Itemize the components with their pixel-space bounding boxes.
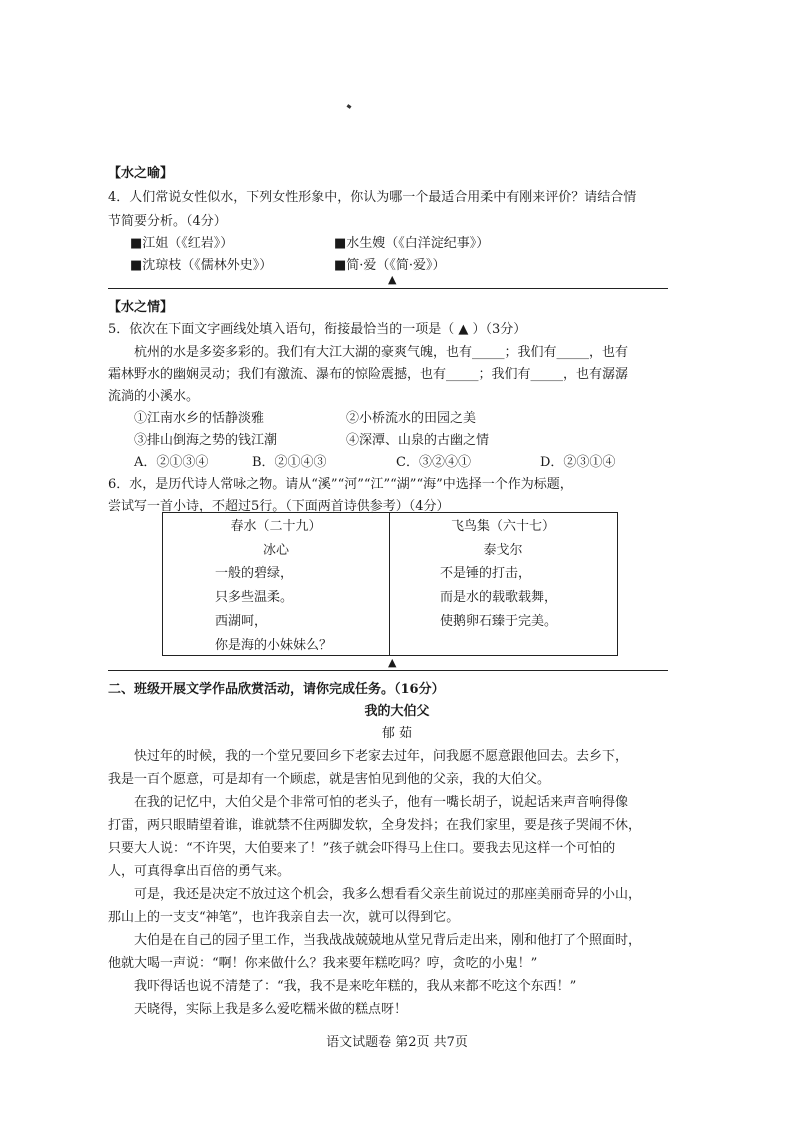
section-header-metaphor: 【水之喻】 <box>108 166 174 181</box>
poem-line: 只多些温柔。 <box>215 590 294 605</box>
poem-line: 西湖呵， <box>215 614 268 629</box>
para-line: 在我的记忆中，大伯父是个非常可怕的老头子，他有一嘴长胡子，说起话来声音响得像 <box>134 795 629 810</box>
poem-left-author: 冰心 <box>262 543 289 558</box>
q4-option-1: ■江姐（《红岩》） <box>130 236 234 251</box>
q5-stem: 5．依次在下面文字画线处填入语句，衔接最恰当的一项是（ ▲ ）（3分） <box>108 322 527 337</box>
para-line: 只要大人说：“不许哭，大伯要来了！”孩子就会吓得马上住口。要我去见这样一个可怕的 <box>108 841 616 856</box>
poem-left-title: 春水（二十九） <box>230 519 322 534</box>
part-two-heading: 二、班级开展文学作品欣赏活动，请你完成任务。（16分） <box>108 682 445 697</box>
poem-right-title: 飞鸟集（六十七） <box>450 519 555 534</box>
scan-speck <box>347 104 352 109</box>
poem-line: 一般的碧绿， <box>215 566 294 581</box>
q5-passage-line1: 杭州的水是多姿多彩的。我们有大江大湖的豪爽气魄，也有_____；我们有_____，也有 <box>134 345 629 360</box>
q5-choice-b: B．②①④③ <box>252 455 327 470</box>
answer-rule-q6 <box>108 670 668 671</box>
article-title: 我的大伯父 <box>364 704 430 719</box>
q5-item-4: ④深潭、山泉的古幽之情 <box>346 433 490 448</box>
q5-choice-d: D．②③①④ <box>540 455 616 470</box>
para-line: 天晓得，实际上我是多么爱吃糯米做的糕点呀！ <box>134 1002 408 1017</box>
q5-item-2: ②小桥流水的田园之美 <box>346 411 477 426</box>
para-line: 人，可真得拿出百倍的勇气来。 <box>108 864 291 879</box>
para-line: 可是，我还是决定不放过这个机会，我多么想看看父亲生前说过的那座美丽奇异的小山， <box>134 887 642 902</box>
q4-option-2: ■水生嫂（《白洋淀纪事》） <box>334 236 490 251</box>
para-line: 打雷，两只眼睛望着谁，谁就禁不住两脚发软，全身发抖；在我们家里，要是孩子哭闹不休， <box>108 818 642 833</box>
q5-item-1: ①江南水乡的恬静淡雅 <box>134 411 265 426</box>
para-line: 大伯是在自己的园子里工作，当我战战兢兢地从堂兄背后走出来，刚和他打了个照面时， <box>134 933 642 948</box>
q4-option-4: ■简·爱（《简·爱》） <box>334 258 446 273</box>
para-line: 我吓得话也说不清楚了：“我，我不是来吃年糕的，我从来都不吃这个东西！” <box>134 979 577 994</box>
para-line: 那山上的一支支“神笔”，也许我亲自去一次，就可以得到它。 <box>108 910 460 925</box>
article-author: 郁 茹 <box>381 726 413 741</box>
answer-mark-q6: ▲ <box>388 656 397 669</box>
poem-line: 你是海的小妹妹么？ <box>215 638 333 653</box>
poem-line: 不是锤的打击， <box>440 566 532 581</box>
answer-mark-q4: ▲ <box>388 273 397 286</box>
q4-line2: 节简要分析。（4分） <box>108 214 227 229</box>
poem-left <box>163 513 390 655</box>
q5-passage-line2: 霜林野水的幽娴灵动；我们有激流、瀑布的惊险震撼，也有_____；我们有_____，也有潺潺 <box>108 367 629 382</box>
q5-choice-a: A．②①③④ <box>134 455 209 470</box>
q5-item-3: ③排山倒海之势的钱江潮 <box>134 433 278 448</box>
reference-poems-table <box>162 512 618 656</box>
q6-line2: 尝试写一首小诗，不超过5行。（下面两首诗供参考）（4分） <box>108 499 450 514</box>
poem-line: 而是水的载歌载舞， <box>440 590 558 605</box>
para-line: 他就大喝一声说：“啊！你来做什么？我来要年糕吃吗？哼，贪吃的小鬼！” <box>108 956 538 971</box>
q5-passage-line3: 流淌的小溪水。 <box>108 389 200 404</box>
q5-choice-c: C．③②④① <box>396 455 471 470</box>
poem-line: 使鹅卵石臻于完美。 <box>440 614 558 629</box>
para-line: 快过年的时候，我的一个堂兄要回乡下老家去过年，问我愿不愿意跟他回去。去乡下， <box>134 749 629 764</box>
q6-line1: 6．水，是历代诗人常咏之物。请从“溪”“河”“江”“湖”“海”中选择一个作为标题， <box>108 477 573 492</box>
q4-option-3: ■沈琼枝（《儒林外史》） <box>130 258 273 273</box>
answer-rule-q4 <box>108 288 668 289</box>
section-header-feeling: 【水之情】 <box>108 300 174 315</box>
para-line: 我是一百个愿意，可是却有一个顾虑，就是害怕见到他的父亲，我的大伯父。 <box>108 772 551 787</box>
poem-left-lines <box>215 562 332 658</box>
page-footer: 语文试题卷 第2页 共7页 <box>326 1035 468 1050</box>
poem-right <box>390 513 616 655</box>
q4-line1: 4．人们常说女性似水，下列女性形象中，你认为哪一个最适合用柔中有刚来评价？请结合情 <box>108 190 637 205</box>
poem-right-author: 泰戈尔 <box>483 543 523 558</box>
poem-right-lines <box>440 562 557 634</box>
